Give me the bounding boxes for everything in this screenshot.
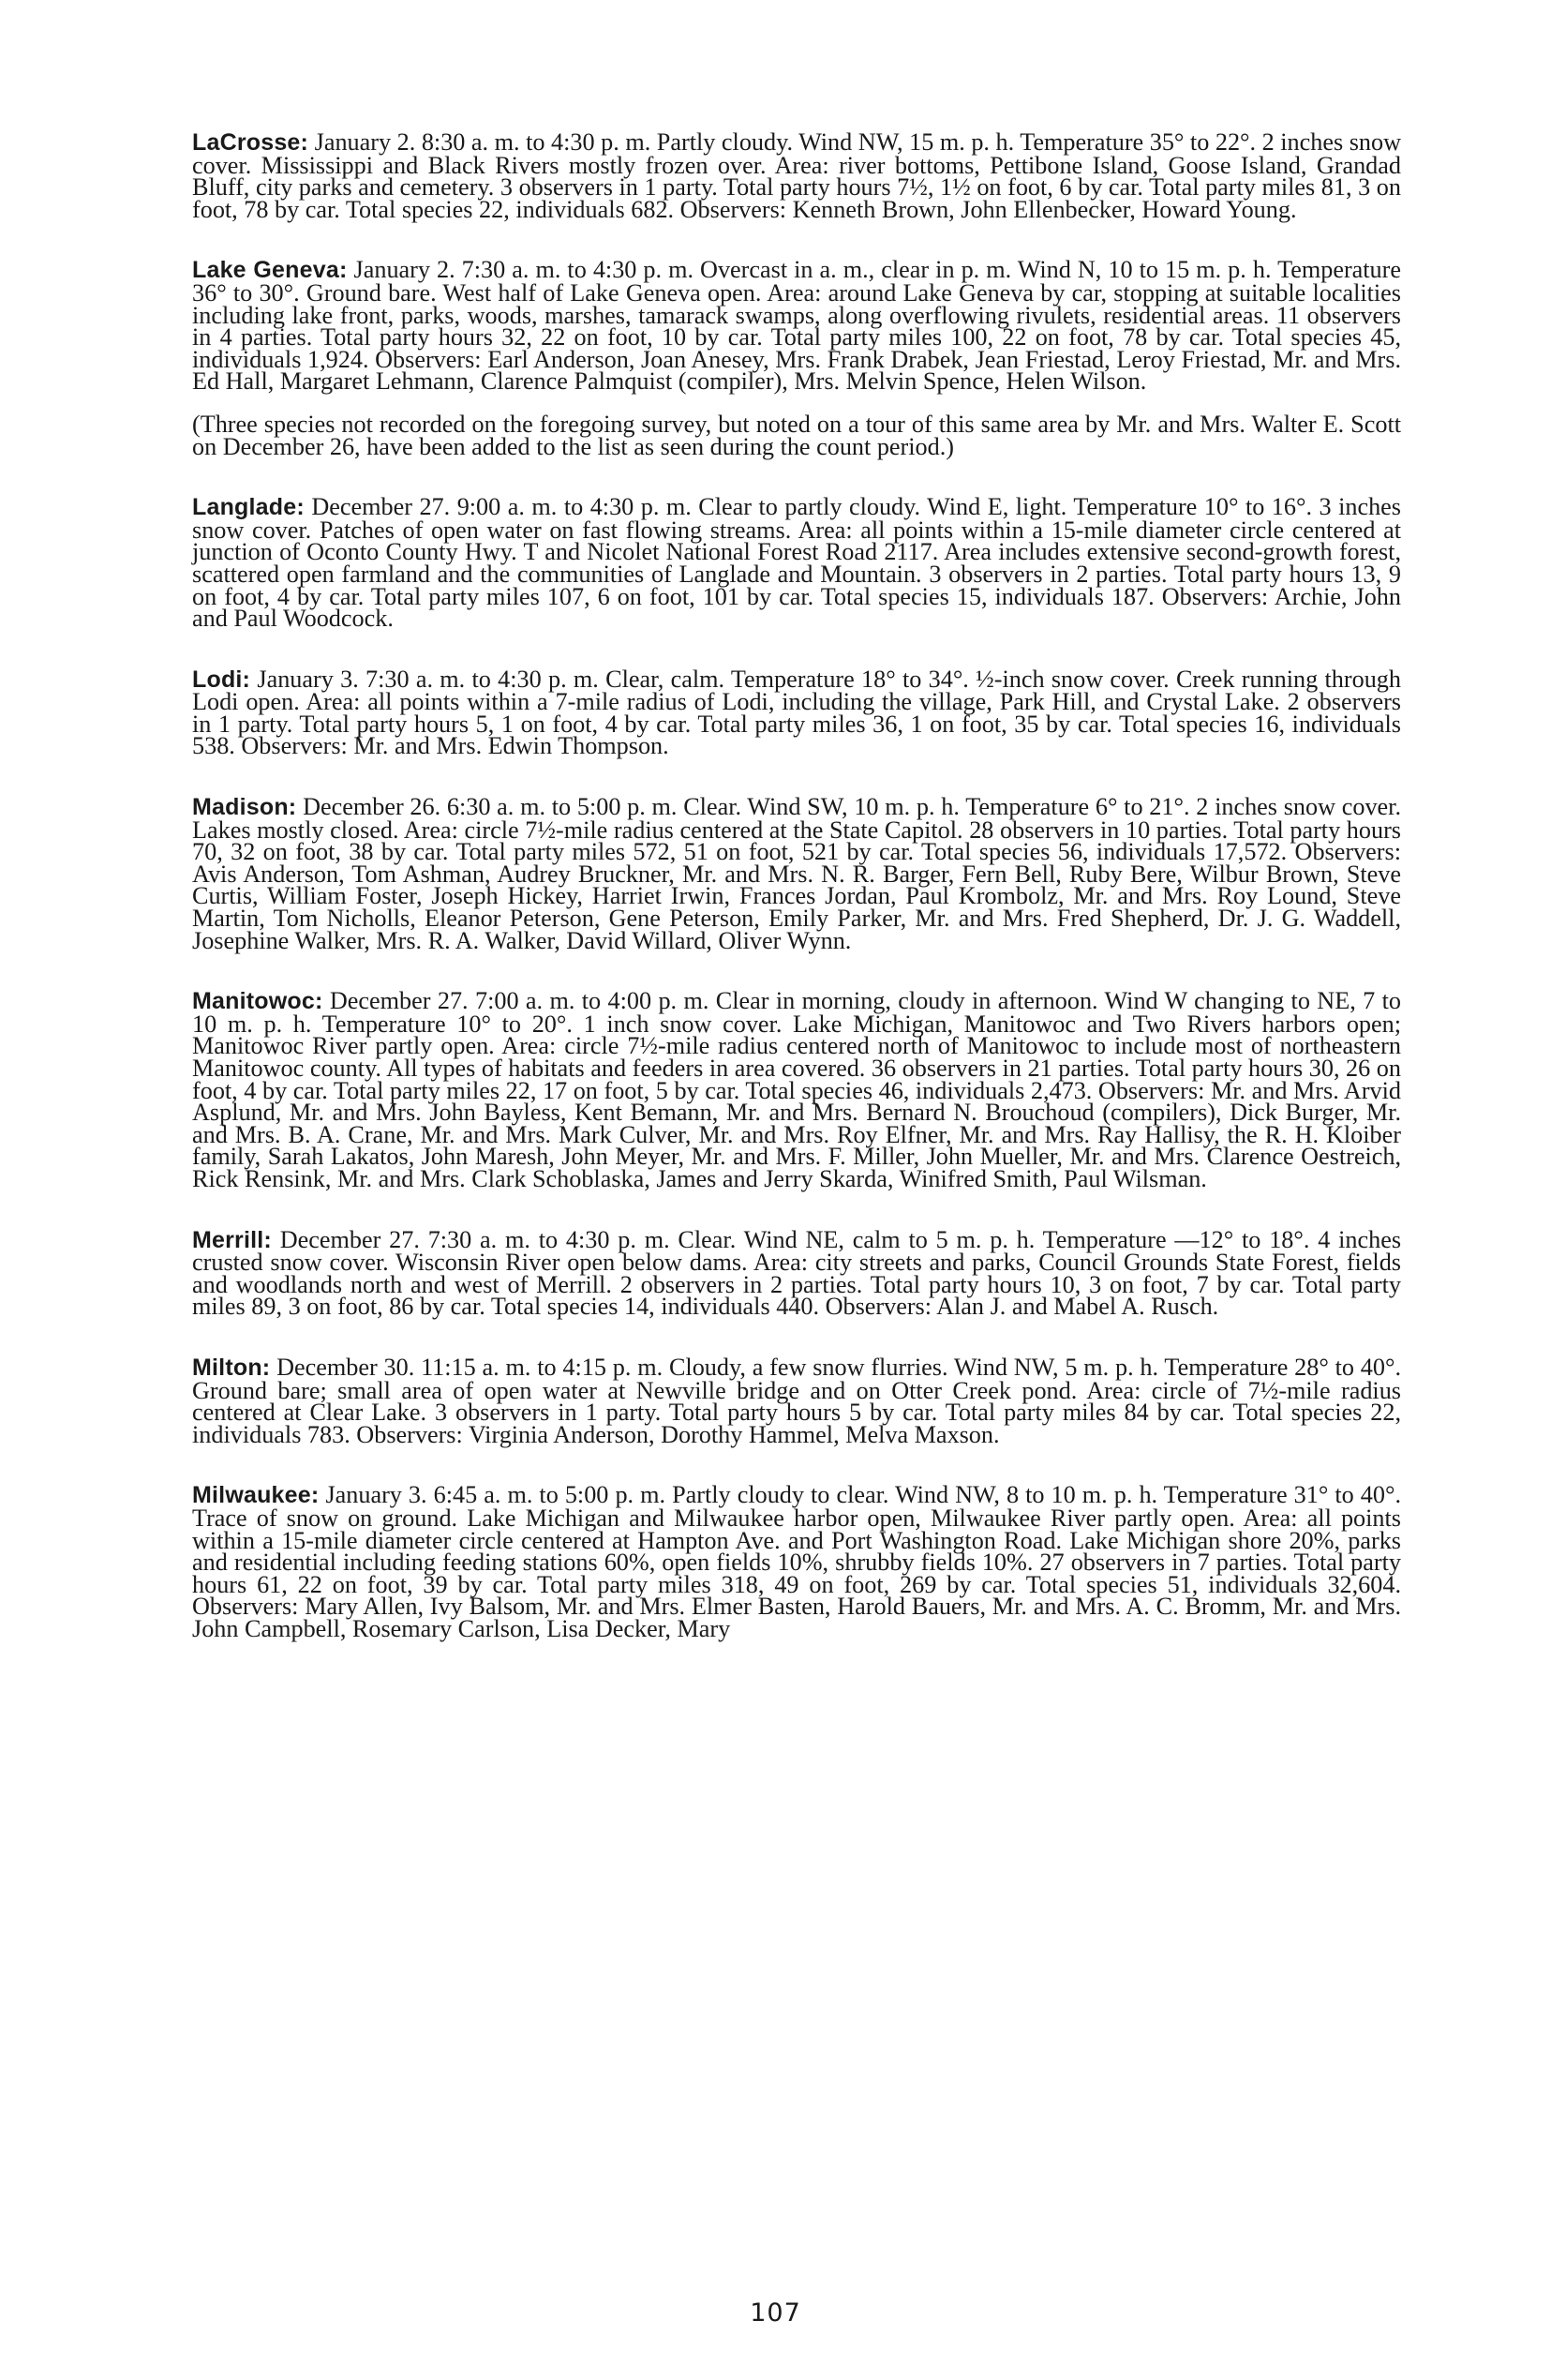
entry-text: December 27. 7:30 a. m. to 4:30 p. m. Clear. Wind NE, calm to 5 m. p. h. Temperature —12° to 18°. 4 inches crusted snow cover. Wisconsin River open below dams. Area: city streets and parks, Council Grounds State Forest, fields and woodlands north and west of Merrill. 2 observers in 2 parties. Total party hours 10, 3 on foot, 7 by car. Total party miles 89, 3 on foot, 86 by car. Total species 14, individuals 440. Observers: Alan J. and Mabel A. Rusch.: [192, 1225, 1402, 1321]
note-text: (Three species not recorded on the foregoing survey, but noted on a tour of this same area by Mr. and Mrs. Walter E. Scott on December 26, have been added to the list as seen during the count period.): [192, 410, 1401, 460]
entry-text: January 2. 8:30 a. m. to 4:30 p. m. Partly cloudy. Wind NW, 15 m. p. h. Temperature 35° to 22°. 2 inches snow cover. Mississippi and Black Rivers mostly frozen over. Area: river bottoms, Pettibone Island, Goose Island, Grandad Bluff, city parks and cemetery. 3 observers in 1 party. Total party hours 7½, 1½ on foot, 6 by car. Total party miles 81, 3 on foot, 78 by car. Total species 22, individuals 682. Observers: Kenneth Brown, John Ellenbecker, Howard Young.: [192, 128, 1401, 223]
entry-lodi: [192, 665, 1401, 760]
entry-place: Manitowoc:: [192, 988, 323, 1015]
entry-lacrosse: [192, 128, 1401, 223]
entry-place: Merrill:: [192, 1226, 272, 1253]
entry-milton: [192, 1353, 1401, 1448]
entry-text: December 27. 9:00 a. m. to 4:30 p. m. Clear to partly cloudy. Wind E, light. Temperature 10° to 16°. 3 inches snow cover. Patches of open water on fast flowing streams. Area: all points within a 15-mile diameter circle centered at junction of Oconto County Hwy. T and Nicolet National Forest Road 2117. Area includes extensive second-growth forest, scattered open farmland and the communities of Langlade and Mountain. 3 observers in 2 parties. Total party hours 13, 9 on foot, 4 by car. Total party miles 107, 6 on foot, 101 by car. Total species 15, individuals 187. Observers: Archie, John and Paul Woodcock.: [192, 493, 1402, 633]
entry-place: Lodi:: [192, 666, 251, 693]
entry-manitowoc: [192, 987, 1401, 1192]
entry-text: January 3. 6:45 a. m. to 5:00 p. m. Partly cloudy to clear. Wind NW, 8 to 10 m. p. h. Temperature 31° to 40°. Trace of snow on ground. Lake Michigan and Milwaukee harbor open, Milwaukee River partly open. Area: all points within a 15-mile diameter circle centered at Hampton Ave. and Port Washington Road. Lake Michigan shore 20%, parks and residential including feeding stations 60%, open fields 10%, shrubby fields 10%. 27 observers in 7 parties. Total party hours 61, 22 on foot, 39 by car. Total party miles 318, 49 on foot, 269 by car. Total species 51, individuals 32,604. Observers: Mary Allen, Ivy Balsom, Mr. and Mrs. Elmer Basten, Harold Bauers, Mr. and Mrs. A. C. Bromm, Mr. and Mrs. John Campbell, Rosemary Carlson, Lisa Decker, Mary: [192, 1481, 1401, 1642]
entry-langlade: [192, 493, 1402, 633]
entry-place: LaCrosse:: [192, 129, 309, 156]
entry-madison: [192, 793, 1402, 954]
entry-place: Milwaukee:: [192, 1482, 320, 1509]
entry-milwaukee: [192, 1481, 1401, 1642]
document-page: [192, 128, 1402, 1678]
entry-text: December 27. 7:00 a. m. to 4:00 p. m. Clear in morning, cloudy in afternoon. Wind W changing to NE, 7 to 10 m. p. h. Temperature 10° to 20°. 1 inch snow cover. Lake Michigan, Manitowoc and Two Rivers harbors open; Manitowoc River partly open. Area: circle 7½-mile radius centered north of Manitowoc to include most of northeastern Manitowoc county. All types of habitats and feeders in area covered. 36 observers in 21 parties. Total party hours 30, 26 on foot, 4 by car. Total party miles 22, 17 on foot, 5 by car. Total species 46, individuals 2,473. Observers: Mr. and Mrs. Arvid Asplund, Mr. and Mrs. John Bayless, Kent Bemann, Mr. and Mrs. Bernard N. Brouchoud (compilers), Dick Burger, Mr. and Mrs. B. A. Crane, Mr. and Mrs. Mark Culver, Mr. and Mrs. Roy Elfner, Mr. and Mrs. Ray Hallisy, the R. H. Kloiber family, Sarah Lakatos, John Maresh, John Meyer, Mr. and Mrs. F. Miller, John Mueller, Mr. and Mrs. Clarence Oestreich, Rick Rensink, Mr. and Mrs. Clark Schoblaska, James and Jerry Skarda, Winifred Smith, Paul Wilsman.: [192, 987, 1401, 1192]
entry-place: Milton:: [192, 1354, 271, 1381]
page-number: 107: [750, 2298, 801, 2328]
entry-text: January 2. 7:30 a. m. to 4:30 p. m. Overcast in a. m., clear in p. m. Wind N, 10 to 15 m. p. h. Temperature 36° to 30°. Ground bare. West half of Lake Geneva open. Area: around Lake Geneva by car, stopping at suitable localities including lake front, parks, woods, marshes, tamarack swamps, along overflowing rivulets, residential areas. 11 observers in 4 parties. Total party hours 32, 22 on foot, 10 by car. Total party miles 100, 22 on foot, 78 by car. Total species 45, individuals 1,924. Observers: Earl Anderson, Joan Anesey, Mrs. Frank Drabek, Jean Friestad, Leroy Friestad, Mr. and Mrs. Ed Hall, Margaret Lehmann, Clarence Palmquist (compiler), Mrs. Melvin Spence, Helen Wilson.: [192, 256, 1401, 396]
entry-merrill: [192, 1225, 1402, 1321]
entry-text: December 26. 6:30 a. m. to 5:00 p. m. Clear. Wind SW, 10 m. p. h. Temperature 6° to 21°. 2 inches snow cover. Lakes mostly closed. Area: circle 7½-mile radius centered at the State Capitol. 28 observers in 10 parties. Total party hours 70, 32 on foot, 38 by car. Total party miles 572, 51 on foot, 521 by car. Total species 56, individuals 17,572. Observers: Avis Anderson, Tom Ashman, Audrey Bruckner, Mr. and Mrs. N. R. Barger, Fern Bell, Ruby Bere, Wilbur Brown, Steve Curtis, William Foster, Joseph Hickey, Harriet Irwin, Frances Jordan, Paul Krombolz, Mr. and Mrs. Roy Lound, Steve Martin, Tom Nicholls, Eleanor Peterson, Gene Peterson, Emily Parker, Mr. and Mrs. Fred Shepherd, Dr. J. G. Waddell, Josephine Walker, Mrs. R. A. Walker, David Willard, Oliver Wynn.: [192, 793, 1402, 954]
entry-text: December 30. 11:15 a. m. to 4:15 p. m. Cloudy, a few snow flurries. Wind NW, 5 m. p. h. Temperature 28° to 40°. Ground bare; small area of open water at Newville bridge and on Otter Creek pond. Area: circle of 7½-mile radius centered at Clear Lake. 3 observers in 1 party. Total party hours 5 by car. Total party miles 84 by car. Total species 22, individuals 783. Observers: Virginia Anderson, Dorothy Hammel, Melva Maxson.: [192, 1353, 1401, 1448]
entry-place: Madison:: [192, 794, 297, 821]
entry-place: Lake Geneva:: [192, 257, 348, 284]
entry-place: Langlade:: [192, 494, 305, 521]
entry-text: January 3. 7:30 a. m. to 4:30 p. m. Clear, calm. Temperature 18° to 34°. ½-inch snow cover. Creek running through Lodi open. Area: all points within a 7-mile radius of Lodi, including the village, Park Hill, and Crystal Lake. 2 observers in 1 party. Total party hours 5, 1 on foot, 4 by car. Total party miles 36, 1 on foot, 35 by car. Total species 16, individuals 538. Observers: Mr. and Mrs. Edwin Thompson.: [192, 665, 1401, 760]
entry-lake-geneva: [192, 256, 1401, 396]
entry-note: [192, 410, 1401, 460]
